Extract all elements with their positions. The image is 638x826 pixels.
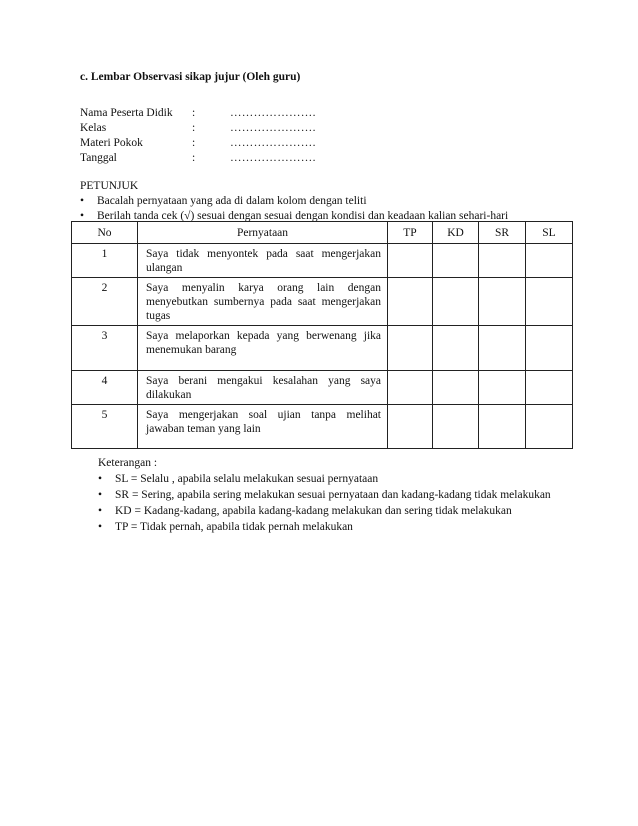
field-label: Kelas [80, 122, 107, 134]
check-cell-tp[interactable] [388, 326, 433, 371]
field-label: Nama Peserta Didik [80, 107, 173, 119]
check-cell-sl[interactable] [526, 405, 573, 449]
check-cell-sr[interactable] [479, 371, 526, 405]
legend-text: KD = Kadang-kadang, apabila kadang-kadang melakukan dan sering tidak melakukan [115, 505, 512, 517]
header-sl: SL [526, 222, 573, 244]
row-number: 1 [72, 244, 138, 278]
row-number: 4 [72, 371, 138, 405]
bullet-icon: • [80, 195, 85, 207]
legend-text: TP = Tidak pernah, apabila tidak pernah melakukan [115, 521, 353, 533]
field-blank: …………………. [230, 122, 316, 134]
bullet-icon: • [98, 521, 103, 533]
table-row [72, 244, 573, 278]
check-cell-sl[interactable] [526, 278, 573, 326]
instructions [80, 179, 580, 224]
field-label: Materi Pokok [80, 137, 143, 149]
row-statement: Saya mengerjakan soal ujian tanpa melihat jawaban teman yang lain [138, 405, 388, 449]
check-cell-tp[interactable] [388, 278, 433, 326]
legend [98, 455, 568, 535]
header-no: No [72, 222, 138, 244]
row-number: 2 [72, 278, 138, 326]
check-cell-tp[interactable] [388, 371, 433, 405]
header-pernyataan: Pernyataan [138, 222, 388, 244]
bullet-icon: • [80, 210, 85, 222]
check-cell-kd[interactable] [433, 244, 479, 278]
check-cell-kd[interactable] [433, 371, 479, 405]
instruction-text: Berilah tanda cek (√) sesuai dengan sesuai dengan kondisi dan keadaan kalian sehari-hari [97, 210, 509, 222]
legend-item [98, 503, 568, 519]
legend-title: Keterangan : [98, 457, 158, 469]
sheet-title: c. Lembar Observasi sikap jujur (Oleh guru) [80, 71, 301, 83]
field-nama-peserta-didik [80, 106, 380, 121]
observation-table [71, 221, 573, 449]
field-kelas [80, 121, 380, 136]
bullet-icon: • [98, 505, 103, 517]
check-cell-sr[interactable] [479, 326, 526, 371]
check-cell-sl[interactable] [526, 326, 573, 371]
check-cell-kd[interactable] [433, 326, 479, 371]
field-blank: …………………. [230, 107, 316, 119]
legend-item [98, 519, 568, 535]
table-row [72, 371, 573, 405]
instruction-item [80, 194, 580, 209]
check-cell-sr[interactable] [479, 405, 526, 449]
field-materi-pokok [80, 136, 380, 151]
check-cell-sr[interactable] [479, 244, 526, 278]
row-number: 3 [72, 326, 138, 371]
legend-item [98, 471, 568, 487]
row-statement: Saya melaporkan kepada yang berwenang jika menemukan barang [138, 326, 388, 371]
field-blank: …………………. [230, 152, 316, 164]
header-tp: TP [388, 222, 433, 244]
row-statement: Saya berani mengakui kesalahan yang saya dilakukan [138, 371, 388, 405]
legend-text: SL = Selalu , apabila selalu melakukan sesuai pernyataan [115, 473, 379, 485]
table-header-row [72, 222, 573, 244]
row-statement: Saya tidak menyontek pada saat mengerjakan ulangan [138, 244, 388, 278]
field-blank: …………………. [230, 137, 316, 149]
bullet-icon: • [98, 489, 103, 501]
field-colon: : [192, 137, 196, 149]
row-statement: Saya menyalin karya orang lain dengan menyebutkan sumbernya pada saat mengerjakan tugas [138, 278, 388, 326]
legend-text: SR = Sering, apabila sering melakukan sesuai pernyataan dan kadang-kadang tidak melakukan [115, 489, 551, 501]
check-cell-sl[interactable] [526, 244, 573, 278]
check-cell-sl[interactable] [526, 371, 573, 405]
check-cell-kd[interactable] [433, 278, 479, 326]
instructions-title: PETUNJUK [80, 180, 139, 192]
legend-item [98, 487, 568, 503]
table-row [72, 405, 573, 449]
field-colon: : [192, 122, 196, 134]
bullet-icon: • [98, 473, 103, 485]
table-row [72, 326, 573, 371]
check-cell-sr[interactable] [479, 278, 526, 326]
header-kd: KD [433, 222, 479, 244]
header-sr: SR [479, 222, 526, 244]
field-colon: : [192, 107, 196, 119]
field-colon: : [192, 152, 196, 164]
identity-fields [80, 106, 380, 166]
instruction-text: Bacalah pernyataan yang ada di dalam kolom dengan teliti [97, 195, 367, 207]
field-tanggal [80, 151, 380, 166]
row-number: 5 [72, 405, 138, 449]
check-cell-tp[interactable] [388, 405, 433, 449]
table-row [72, 278, 573, 326]
check-cell-tp[interactable] [388, 244, 433, 278]
field-label: Tanggal [80, 152, 117, 164]
check-cell-kd[interactable] [433, 405, 479, 449]
